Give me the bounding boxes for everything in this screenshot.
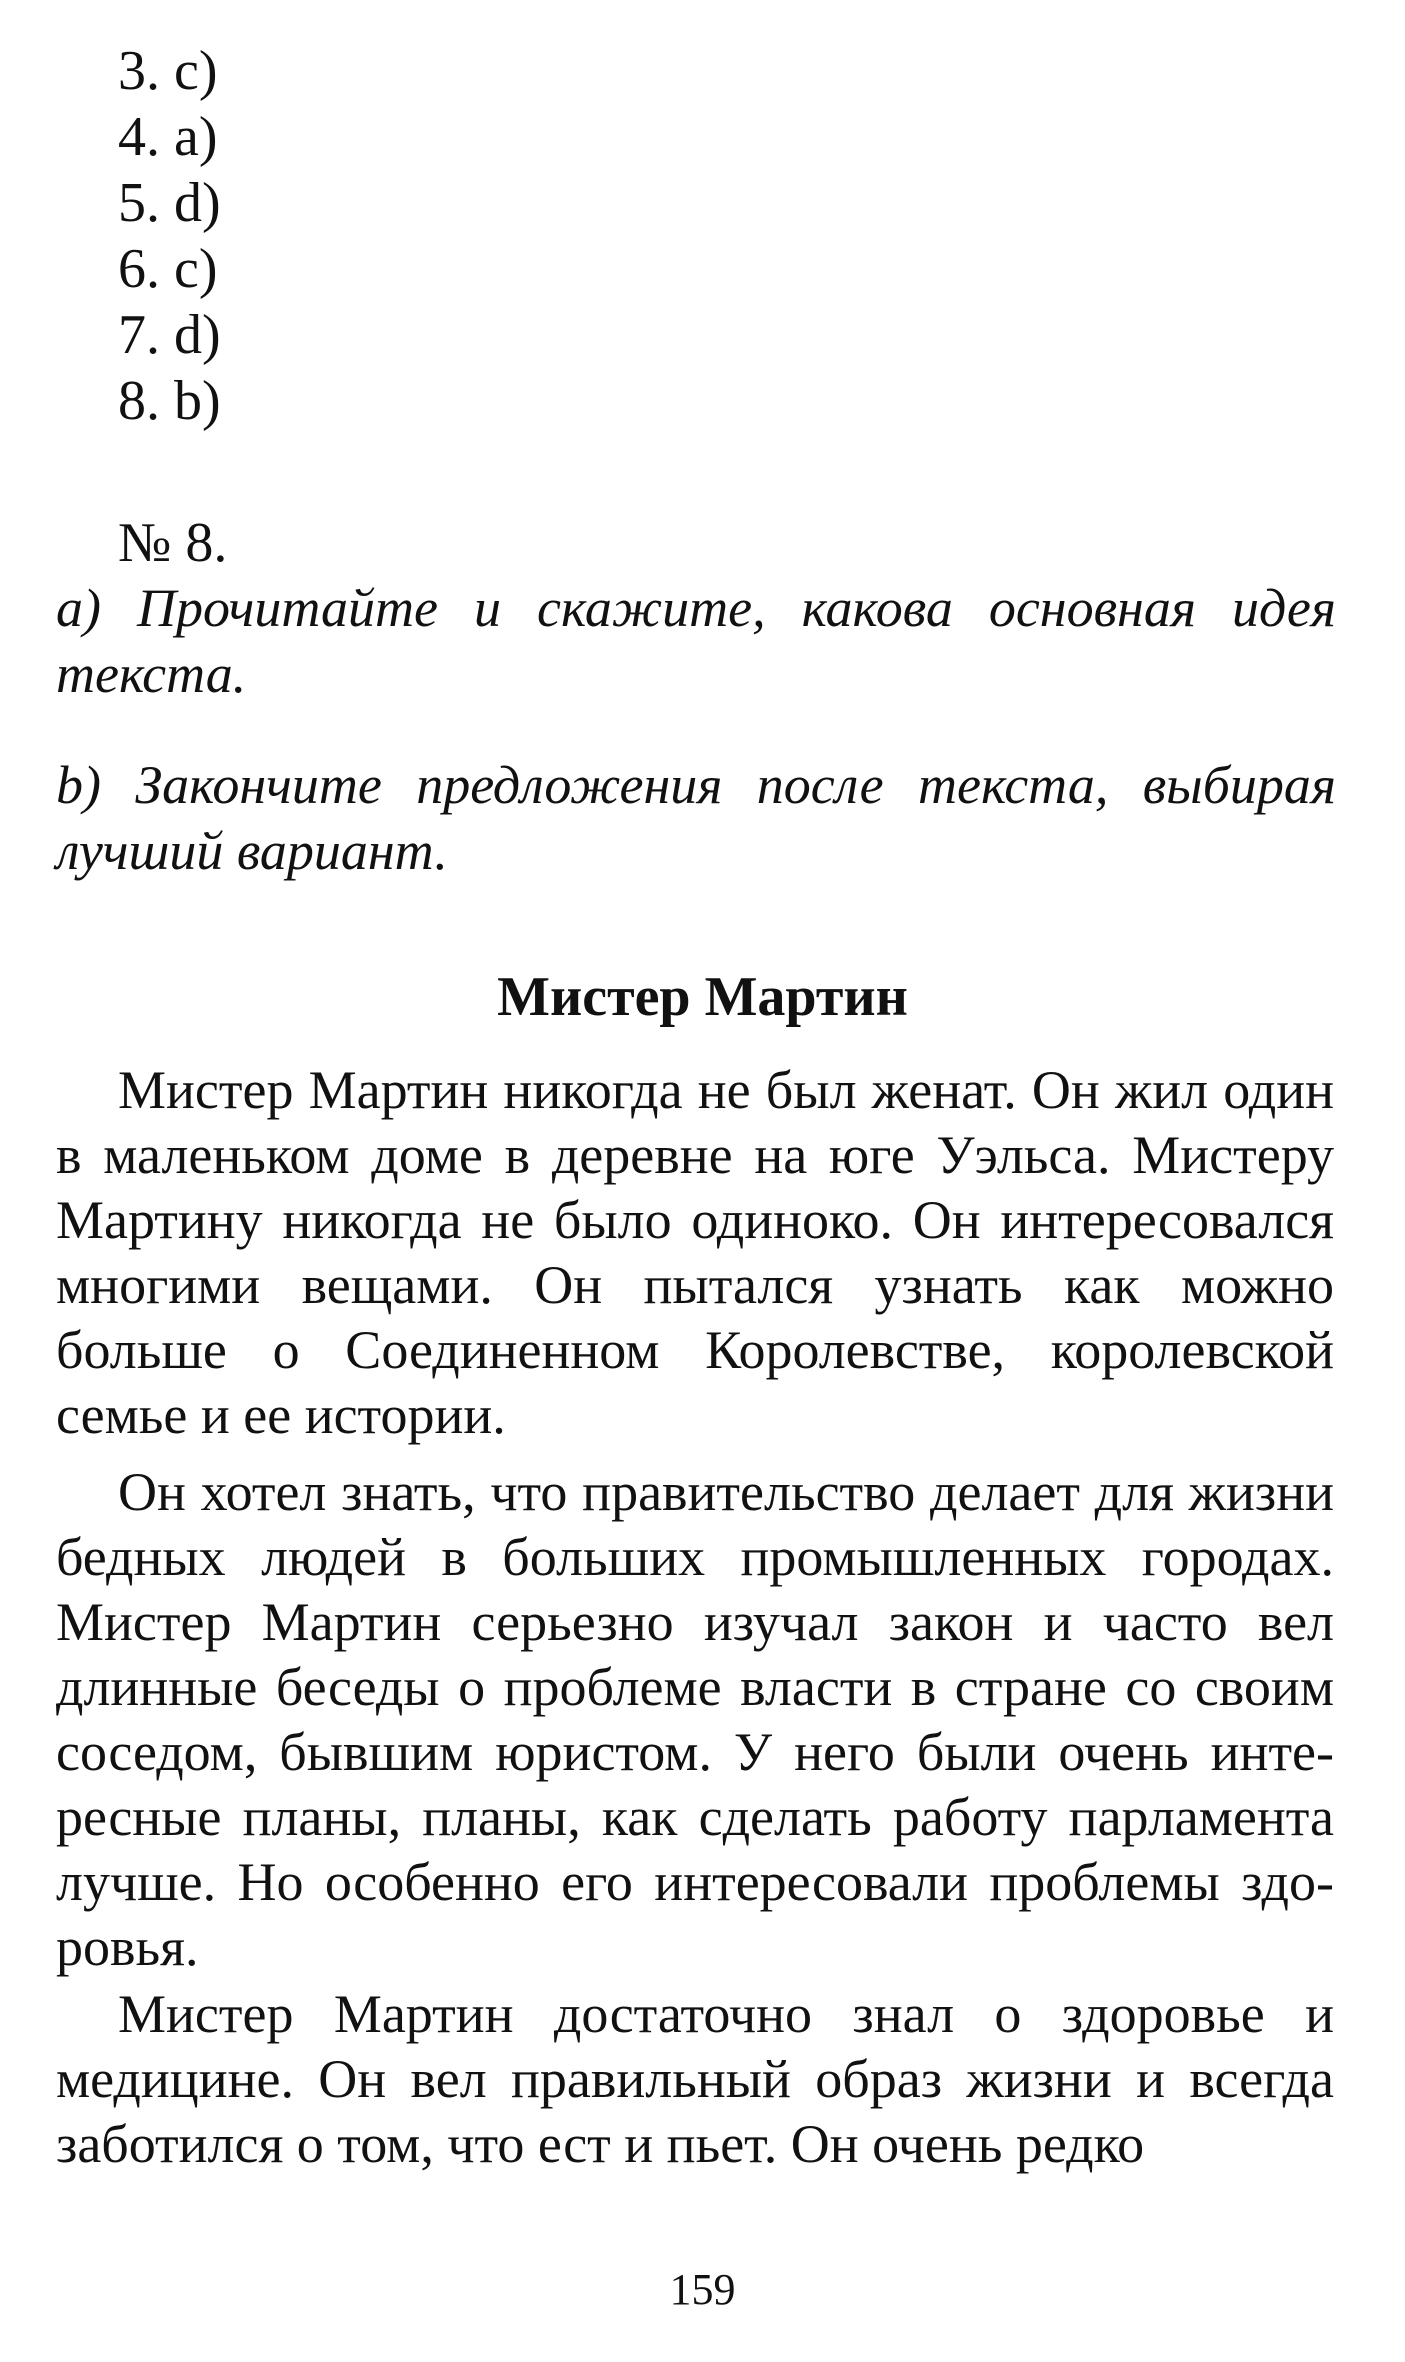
story-paragraph: Мистер Мартин достаточно знал о здоровье и медицине. Он вел правильный образ жизни и всегда заботился о том, что ест и пьет. Он очень редко xyxy=(56,1984,1334,2174)
story-paragraph: Мистер Мартин никогда не был женат. Он жил один в маленьком доме в деревне на юге Уэльса. Мистеру Мартину никогда не было одиноко. Он интересовался многими вещами. Он пытался узнать как можно больше о Соединенном Королевстве, королевской семье и ее истории. xyxy=(56,1060,1334,1445)
answer-item: 7. d) xyxy=(118,304,221,366)
answer-item: 4. a) xyxy=(118,106,218,168)
instruction-a: a) Прочитайте и скажите, какова основная идея текста. xyxy=(56,578,1336,704)
answer-item: 5. d) xyxy=(118,172,221,234)
answer-item: 3. c) xyxy=(118,40,218,102)
story-paragraph: Он хотел знать, что правительство делает для жизни бедных людей в больших промышленных городах. Мистер Мартин серьезно изучал закон и часто вел длинные беседы о проблеме власти в стране со своим соседом, бывшим юристом. У него были очень интересные планы, планы, как сделать работу парламента лучше. Но особенно его интересовали проблемы здоровья. xyxy=(56,1462,1334,1977)
answer-item: 6. c) xyxy=(118,238,218,300)
answer-list xyxy=(118,38,221,434)
story-title: Мистер Мартин xyxy=(497,966,908,1028)
page-number: 159 xyxy=(669,2265,736,2314)
answer-item: 8. b) xyxy=(118,370,221,432)
instruction-b: b) Закончите предложения после текста, выбирая лучший вариант. xyxy=(56,755,1336,881)
task-number: № 8. xyxy=(118,512,228,574)
